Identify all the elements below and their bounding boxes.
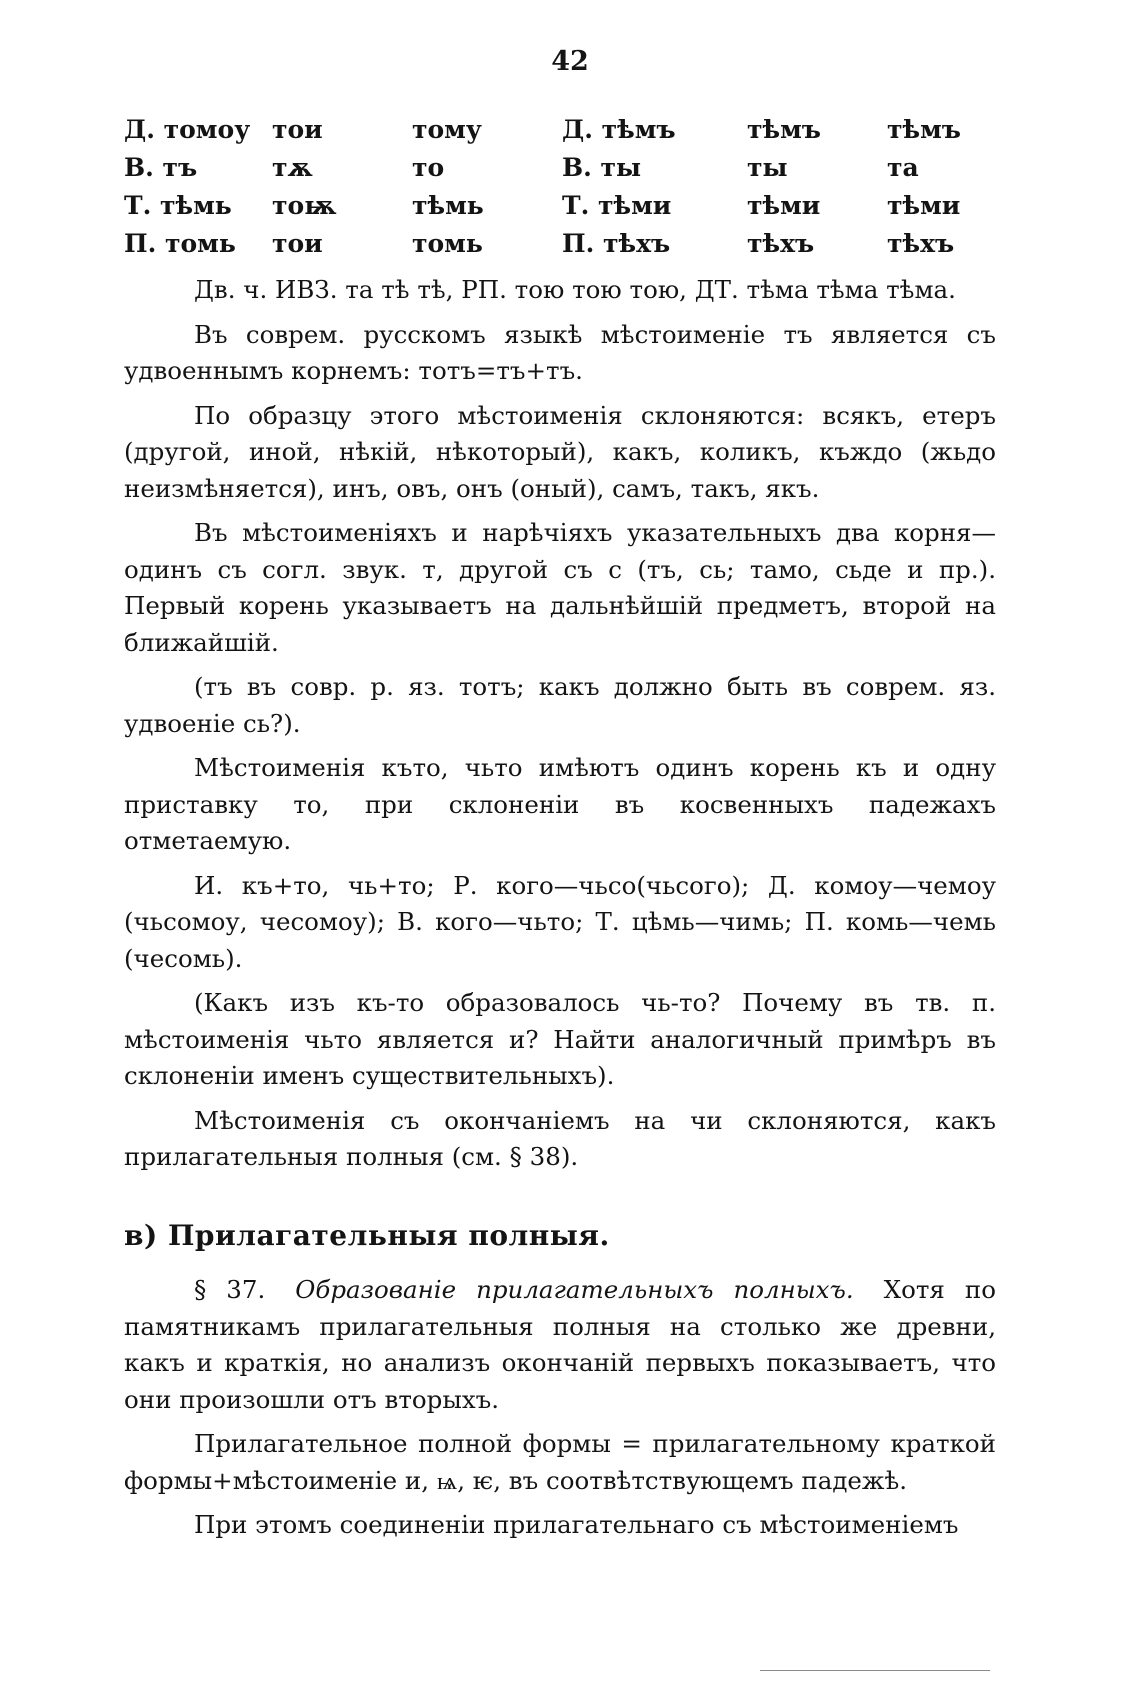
table-cell: П. тѣхъ bbox=[562, 228, 671, 258]
table-cell: томь bbox=[412, 228, 483, 258]
table-cell: В. ты bbox=[562, 152, 642, 182]
section-number: § 37. bbox=[194, 1275, 266, 1304]
table-cell: тѣмъ bbox=[887, 114, 961, 144]
table-cell: Т. тѣмь bbox=[124, 190, 232, 220]
table-cell: тоѭ bbox=[272, 190, 337, 220]
section-text: Хотя по памятникамъ прилагательныя полныя на столько же древни, какъ и краткія, но анализъ окончаній первыхъ показываетъ, что они произошли отъ вторыхъ. bbox=[124, 1275, 996, 1414]
paragraph: (Какъ изъ къ-то образовалось чь-то? Почему въ тв. п. мѣстоименія чьто является и? Найти аналогичный примѣръ въ склоненіи именъ существительныхъ). bbox=[124, 988, 996, 1090]
table-cell: та bbox=[887, 152, 919, 182]
paragraph: И. къ+то, чь+то; Р. кого—чьсо(чьсого); Д. комоу—чемоу (чьсомоу, чесомоу); В. кого—чьто; Т. цѣмь—чимь; П. комь—чемь (чесомь). bbox=[124, 870, 996, 973]
paragraph: Въ мѣстоименіяхъ и нарѣчіяхъ указательныхъ два корня— одинъ съ согл. звук. т, другой съ с (тъ, сь; тамо, сьде и пр.). Первый корень указываетъ на дальнѣйшій предметъ, второй на ближайшій. bbox=[124, 518, 996, 657]
paragraph: Мѣстоименія къто, чьто имѣютъ одинъ корень къ и одну приставку то, при склоненіи въ косвенныхъ падежахъ отметаемую. bbox=[124, 753, 996, 855]
paragraph: Прилагательное полной формы = прилагательному краткой формы+мѣстоименіе и, ѩ, ѥ, въ соотвѣтствующемъ падежѣ. bbox=[124, 1429, 996, 1495]
table-cell: П. томь bbox=[124, 228, 236, 258]
paragraph: Въ соврем. русскомъ языкѣ мѣстоименіе тъ является съ удвоеннымъ корнемъ: тотъ=тъ+тъ. bbox=[124, 319, 996, 385]
footer-rule bbox=[760, 1670, 990, 1671]
table-cell: тѣмь bbox=[412, 190, 484, 220]
table-row bbox=[124, 186, 1017, 224]
table-cell: тѫ bbox=[272, 152, 313, 182]
table-cell: Д. тѣмъ bbox=[562, 114, 676, 144]
table-cell: тѣмъ bbox=[747, 114, 821, 144]
table-cell: тѣми bbox=[747, 190, 821, 220]
table-cell: тои bbox=[272, 114, 323, 144]
table-row bbox=[124, 148, 1017, 186]
table-row bbox=[124, 110, 1017, 148]
declension-table bbox=[124, 110, 1017, 262]
table-cell: тому bbox=[412, 114, 482, 144]
paragraph: Дв. ч. ИВЗ. та тѣ тѣ, РП. тою тою тою, ДТ. тѣма тѣма тѣма. bbox=[194, 275, 956, 304]
section-heading: в) Прилагательныя полныя. bbox=[124, 1218, 610, 1252]
paragraph: При этомъ соединеніи прилагательнаго съ мѣстоименіемъ bbox=[194, 1510, 959, 1539]
table-cell: Д. томоу bbox=[124, 114, 251, 144]
table-row bbox=[124, 224, 1017, 262]
table-cell: то bbox=[412, 152, 445, 182]
page-number: 42 bbox=[551, 46, 589, 77]
section-paragraph bbox=[124, 1272, 996, 1418]
paragraph: По образцу этого мѣстоименія склоняются: всякъ, етеръ (другой, иной, нѣкій, нѣкоторый), какъ, коликъ, къждо (жьдо неизмѣняется), инъ, овъ, онъ (оный), самъ, такъ, якъ. bbox=[124, 400, 996, 503]
table-cell: В. тъ bbox=[124, 152, 198, 182]
paragraph: (тъ въ совр. р. яз. тотъ; какъ должно быть въ соврем. яз. удвоеніе сь?). bbox=[124, 672, 996, 738]
table-cell: тѣхъ bbox=[887, 228, 955, 258]
table-cell: тои bbox=[272, 228, 323, 258]
table-cell: ты bbox=[747, 152, 788, 182]
table-cell: тѣхъ bbox=[747, 228, 815, 258]
table-cell: Т. тѣми bbox=[562, 190, 672, 220]
section-title: Образованіе прилагательныхъ полныхъ. bbox=[295, 1275, 854, 1304]
paragraph: Мѣстоименія съ окончаніемъ на чи склоняются, какъ прилагательныя полныя (см. § 38). bbox=[124, 1105, 996, 1171]
table-cell: тѣми bbox=[887, 190, 961, 220]
body-text bbox=[124, 272, 996, 1552]
